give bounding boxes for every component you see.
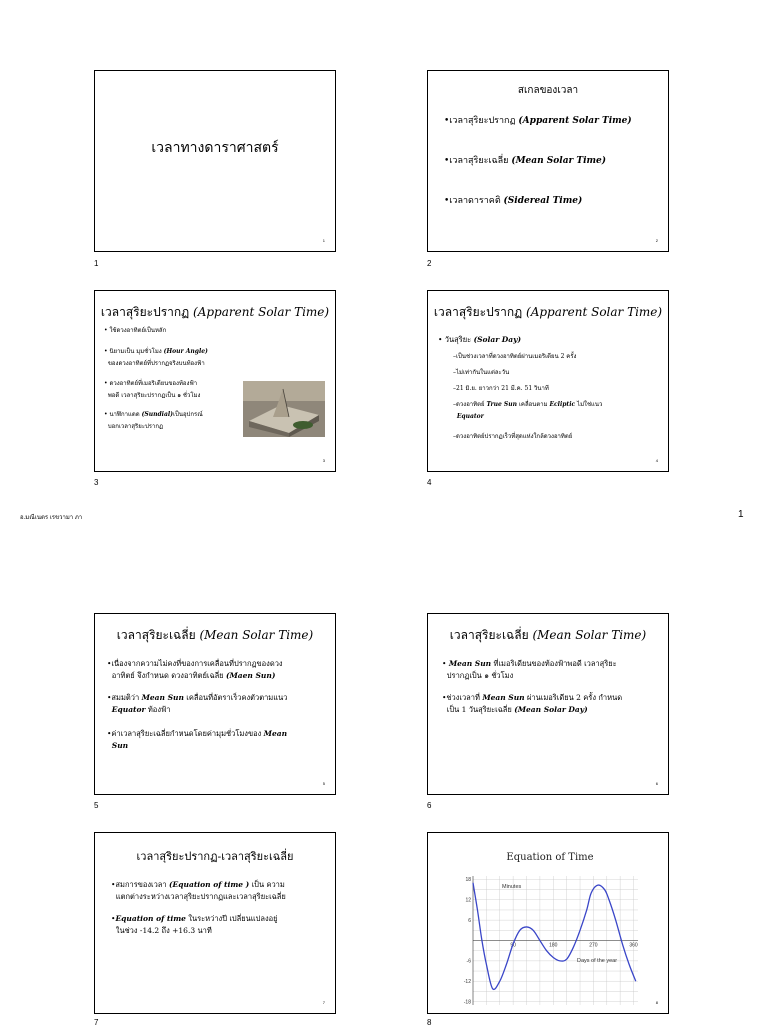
list-item: –ไม่เท่ากันในแต่ละวัน xyxy=(453,369,510,376)
slide-number: 2 xyxy=(655,238,658,243)
x-tick-label: 360 xyxy=(629,942,638,949)
equation-of-time-chart xyxy=(428,833,668,1013)
chart-ticks xyxy=(464,877,638,1005)
list-item: •Equation of time ในระหว่างปี เปลี่ยนแปลงอยู่ ในช่วง -14.2 ถึง +16.3 นาที xyxy=(111,914,278,935)
slide-title: สเกลของเวลา xyxy=(517,85,579,96)
list-item: •สมการของเวลา (Equation of time ) เป็น ความ แตกต่างระหว่างเวลาสุริยะปรากฏและเวลาสุริยะเฉลี่ย xyxy=(111,880,286,901)
chart-title: Equation of Time xyxy=(506,852,594,863)
slide-caption: 3 xyxy=(94,478,99,487)
slide-title: เวลาสุริยะปรากฏ (Apparent Solar Time) xyxy=(100,305,330,319)
y-tick-label: -18 xyxy=(463,999,471,1006)
list-item: •ค่าเวลาสุริยะเฉลี่ยกำหนดโดยค่ามุมชั่วโมงของ Mean Sun xyxy=(107,729,288,750)
list-item: –เป็นช่วงเวลาที่ดวงอาทิตย์ผ่านเมอริเดียน 2 ครั้ง xyxy=(453,353,577,360)
list-item: •เวลาสุริยะเฉลี่ย (Mean Solar Time) xyxy=(444,156,607,166)
list-item: –ดวงอาทิตย์ True Sun เคลื่อนตาม Ecliptic ไม่ใช่แนว Equator xyxy=(453,401,603,420)
slide-caption: 8 xyxy=(427,1018,432,1027)
slide-number: 1 xyxy=(322,238,325,243)
x-axis-label: Days of the year xyxy=(577,958,618,964)
list-item: • Mean Sun ที่เมอริเดียนของท้องฟ้าพอดี เวลาสุริยะ ปรากฏเป็น ๑ ชั่วโมง xyxy=(442,659,617,680)
slide-number: 6 xyxy=(655,781,658,786)
slide-caption: 4 xyxy=(427,478,432,487)
list-item: • ดวงอาทิตย์ที่เมอริเดียนของท้องฟ้า พอดี เวลาสุริยะปรากฏเป็น ๑ ชั่วโมง xyxy=(104,380,201,399)
list-item: • วันสุริยะ (Solar Day) xyxy=(438,335,522,344)
slide-6 xyxy=(427,613,669,795)
page-number: 1 xyxy=(738,509,744,520)
slide-caption: 5 xyxy=(94,801,99,810)
slide-number: 8 xyxy=(655,1000,658,1005)
y-axis-label: Minutes xyxy=(502,884,522,890)
x-tick-label: 270 xyxy=(589,942,598,949)
list-item: •เวลาสุริยะปรากฏ (Apparent Solar Time) xyxy=(444,116,632,126)
slide-number: 5 xyxy=(322,781,325,786)
slide-caption: 2 xyxy=(427,259,432,268)
list-item: • นิยามเป็น มุมชั่วโมง (Hour Angle) ของดวงอาทิตย์ที่ปรากฏจริงบนท้องฟ้า xyxy=(104,348,208,367)
y-tick-label: 6 xyxy=(468,917,471,924)
slide-caption: 6 xyxy=(427,801,432,810)
slide-number: 7 xyxy=(322,1000,325,1005)
y-tick-label: -12 xyxy=(463,979,471,986)
y-tick-label: 12 xyxy=(465,897,471,904)
list-item: •เนื่องจากความไม่คงที่ของการเคลื่อนที่ปรากฏของดวง อาทิตย์ จึงกำหนด ดวงอาทิตย์เฉลี่ย (Maen Sun) xyxy=(107,659,283,680)
slide-3 xyxy=(94,290,336,472)
x-tick-label: 180 xyxy=(549,942,558,949)
slide-title: เวลาสุริยะปรากฏ-เวลาสุริยะเฉลี่ย xyxy=(136,850,294,863)
list-item: •ช่วงเวลาที่ Mean Sun ผ่านเมอริเดียน 2 ครั้ง กำหนด เป็น 1 วันสุริยะเฉลี่ย (Mean Solar Day) xyxy=(442,693,623,714)
slide-title: เวลาทางดาราศาสตร์ xyxy=(151,140,279,156)
sundial-photo xyxy=(243,381,325,437)
slide-8 xyxy=(427,832,669,1014)
equation-of-time-line xyxy=(473,883,636,990)
author-footer: อ.มณีเนตร เรขวามา ภา xyxy=(20,515,83,521)
list-item: •เวลาดาราคติ (Sidereal Time) xyxy=(444,196,583,206)
slide-number: 4 xyxy=(655,458,658,463)
list-item: •สมมติว่า Mean Sun เคลื่อนที่อัตราเร็วคงตัวตามแนว Equator ท้องฟ้า xyxy=(107,693,288,714)
list-item: –21 มิ.ย. ยาวกว่า 21 มี.ค. 51 วินาที xyxy=(453,385,549,392)
slide-caption: 7 xyxy=(94,1018,99,1027)
x-tick-label: 90 xyxy=(510,942,516,949)
slide-5 xyxy=(94,613,336,795)
y-tick-label: 18 xyxy=(465,877,471,884)
list-item: –ดวงอาทิตย์ปรากฏเร็วที่สุดแห่งใกล้ดวงอาทิตย์ xyxy=(453,433,573,440)
slide-4 xyxy=(427,290,669,472)
list-item: • ใช้ดวงอาทิตย์เป็นหลัก xyxy=(104,327,167,334)
slide-2 xyxy=(427,70,669,252)
slide-title: เวลาสุริยะเฉลี่ย (Mean Solar Time) xyxy=(449,628,647,642)
slide-title: เวลาสุริยะเฉลี่ย (Mean Solar Time) xyxy=(116,628,314,642)
slide-title: เวลาสุริยะปรากฏ (Apparent Solar Time) xyxy=(433,305,663,319)
list-item: • นาฬิกาแดด (Sundial)เป็นอุปกรณ์ บอกเวลาสุริยะปรากฏ xyxy=(104,411,203,430)
slide-1 xyxy=(94,70,336,252)
slide-7 xyxy=(94,832,336,1014)
y-tick-label: -6 xyxy=(466,958,471,965)
slide-caption: 1 xyxy=(94,259,99,268)
slide-number: 3 xyxy=(322,458,325,463)
